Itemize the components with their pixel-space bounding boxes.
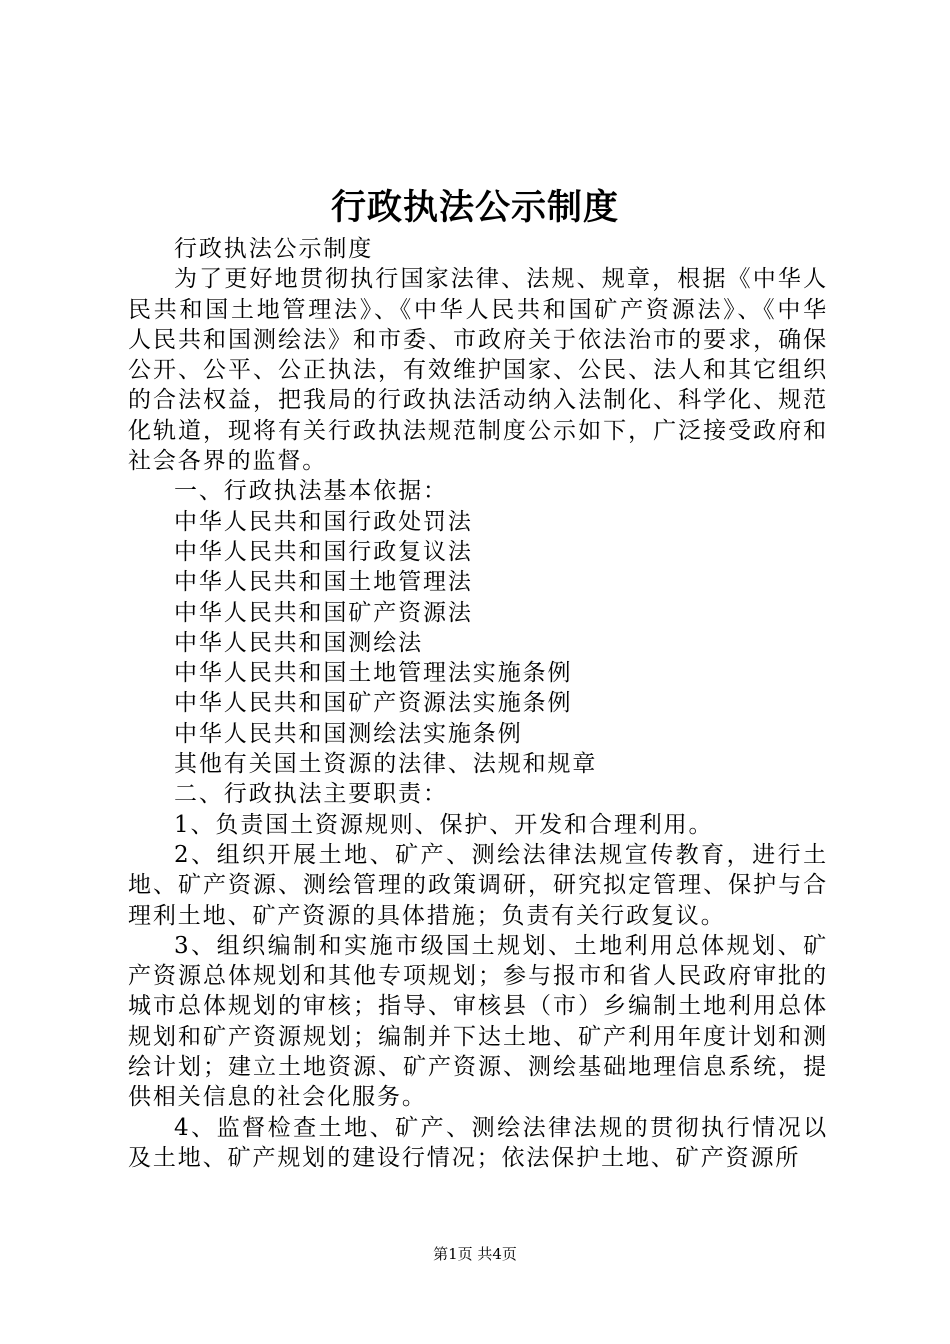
section-heading: 一、行政执法基本依据： — [174, 478, 448, 505]
paragraph: 1、负责国土资源规则、保护、开发和合理利用。 — [174, 811, 714, 838]
paragraph: 2、组织开展土地、矿产、测绘法律法规宣传教育，进行土地、矿产资源、测绘管理的政策调研，研究拟定管理、保护与合理利土地、矿产资源的具体措施；负责有关行政复议。 — [128, 841, 828, 929]
paragraph: 4、监督检查土地、矿产、测绘法律法规的贯彻执行情况以及土地、矿产规划的建设行情况；依法保护土地、矿产资源所 — [128, 1114, 828, 1171]
list-item: 中华人民共和国行政复议法 — [174, 538, 473, 565]
list-item: 中华人民共和国测绘法实施条例 — [174, 720, 523, 747]
paragraph: 3、组织编制和实施市级国土规划、土地利用总体规划、矿产资源总体规划和其他专项规划；参与报市和省人民政府审批的城市总体规划的审核；指导、审核县（市）乡编制土地利用总体规划和矿产资源规划；编制并下达土地、矿产利用年度计划和测绘计划；建立土地资源、矿产资源、测绘基础地理信息系统，提供相关信息的社会化服务。 — [128, 932, 828, 1111]
list-item: 其他有关国土资源的法律、法规和规章 — [174, 751, 598, 778]
page-footer: 第1页 共4页 — [433, 1245, 517, 1263]
paragraph: 为了更好地贯彻执行国家法律、法规、规章，根据《中华人民共和国土地管理法》、《中华人民共和国矿产资源法》、《中华人民共和国测绘法》和市委、市政府关于依法治市的要求，确保公开、公平、公正执法，有效维护国家、公民、法人和其它组织的合法权益，把我局的行政执法活动纳入法制化、科学化、规范化轨道，现将有关行政执法规范制度公示如下，广泛接受政府和社会各界的监督。 — [128, 266, 828, 475]
section-heading: 二、行政执法主要职责： — [174, 781, 448, 808]
document-title: 行政执法公示制度 — [330, 187, 619, 228]
list-item: 中华人民共和国测绘法 — [174, 629, 423, 656]
list-item: 中华人民共和国土地管理法 — [174, 569, 473, 596]
paragraph: 行政执法公示制度 — [174, 236, 374, 262]
list-item: 中华人民共和国矿产资源法实施条例 — [174, 690, 573, 717]
list-item: 中华人民共和国土地管理法实施条例 — [174, 660, 573, 687]
document-body — [128, 234, 828, 1173]
list-item: 中华人民共和国矿产资源法 — [174, 599, 473, 626]
list-item: 中华人民共和国行政处罚法 — [174, 508, 473, 535]
